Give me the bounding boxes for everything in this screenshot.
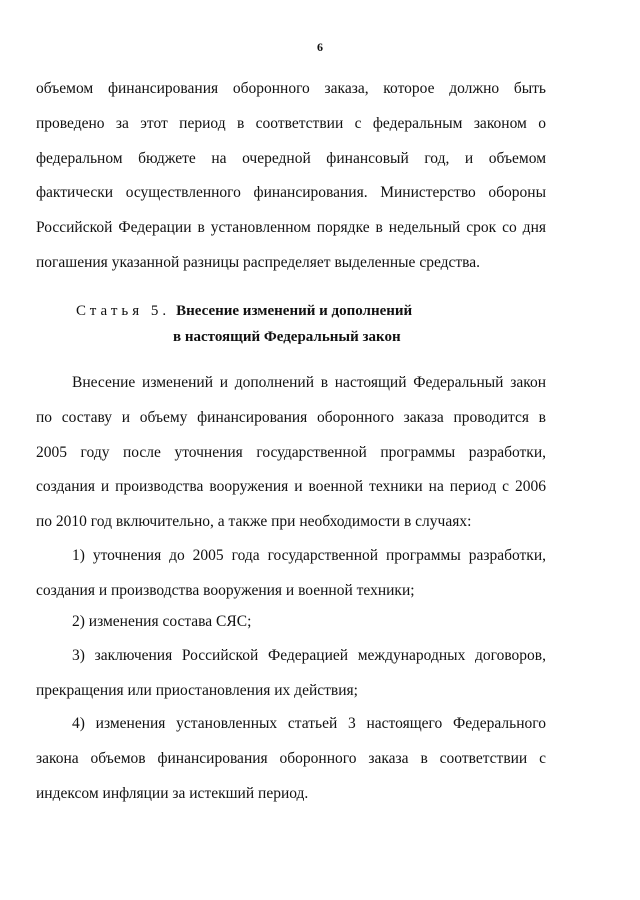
text-line: создания и производства вооружения и военной техники на период с 2006 xyxy=(36,478,546,496)
list-item-3 xyxy=(36,639,546,709)
text-line: индексом инфляции за истекший период. xyxy=(36,784,309,802)
article-heading xyxy=(76,298,412,350)
text-line: 1) уточнения до 2005 года государственной программы разработки, xyxy=(72,547,546,564)
text-line: 3) заключения Российской Федерацией международных договоров, xyxy=(72,647,546,664)
list-item-2 xyxy=(36,605,546,640)
text-line: объемом финансирования оборонного заказа, которое должно быть xyxy=(36,80,546,97)
text-line: закона объемов финансирования оборонного заказа в соответствии с xyxy=(36,749,546,767)
text-line: 2) изменения состава СЯС; xyxy=(72,613,252,630)
text-line: по 2010 год включительно, а также при необходимости в случаях: xyxy=(36,513,472,531)
article-label: Статья 5. xyxy=(76,303,171,319)
article-title-line1: Внесение изменений и дополнений xyxy=(176,303,413,319)
paragraph-amendments-intro xyxy=(36,366,546,540)
text-line: 4) изменения установленных статьей 3 настоящего Федерального xyxy=(72,715,546,732)
text-line: по составу и объему финансирования оборонного заказа проводится в xyxy=(36,408,546,426)
text-line: создания и производства вооружения и военной техники; xyxy=(36,581,415,599)
text-line: Российской Федерации в установленном порядке в недельный срок со дня xyxy=(36,219,546,237)
text-line: федеральном бюджете на очередной финансовый год, и объемом xyxy=(36,149,546,167)
text-line: погашения указанной разницы распределяет выделенные средства. xyxy=(36,253,481,271)
list-item-4 xyxy=(36,707,546,811)
text-line: прекращения или приостановления их действия; xyxy=(36,681,358,699)
page-number: 6 xyxy=(317,40,323,54)
text-line: фактически осуществленного финансирования. Министерство обороны xyxy=(36,184,546,202)
list-item-1 xyxy=(36,539,546,609)
text-line: проведено за этот период в соответствии с федеральным законом о xyxy=(36,114,546,132)
article-title-line2: в настоящий Федеральный закон xyxy=(173,329,401,345)
text-line: 2005 году после уточнения государственной программы разработки, xyxy=(36,443,546,461)
text-line: Внесение изменений и дополнений в настоящий Федеральный закон xyxy=(72,374,546,391)
paragraph-financing-difference xyxy=(36,72,546,281)
